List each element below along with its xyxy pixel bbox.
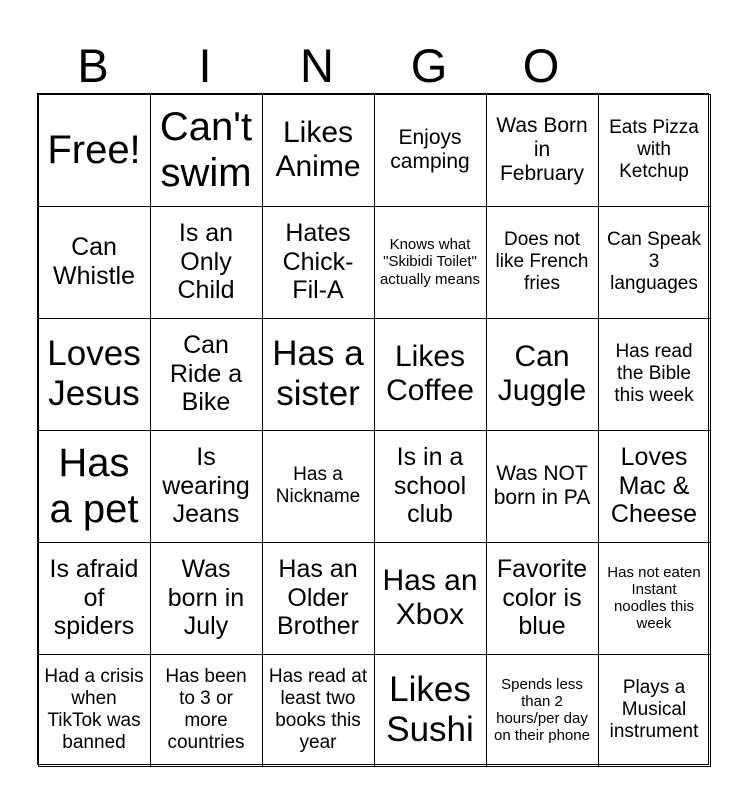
bingo-cell[interactable] (38, 654, 151, 767)
bingo-cell[interactable] (374, 542, 487, 655)
cell-text: Was born in July (167, 554, 245, 641)
bingo-cell[interactable] (486, 542, 599, 655)
bingo-cell[interactable] (598, 430, 711, 543)
cell-text: Can Ride a Bike (169, 330, 243, 417)
bingo-cell[interactable] (374, 318, 487, 431)
cell-text: Can't swim (159, 105, 253, 195)
bingo-cell[interactable] (486, 94, 599, 207)
cell-text: Is afraid of spiders (49, 554, 139, 641)
bingo-cell[interactable] (486, 318, 599, 431)
cell-text: Enjoys camping (390, 125, 470, 173)
bingo-cell[interactable] (374, 94, 487, 207)
cell-text: Has been to 3 or more countries (165, 666, 247, 753)
cell-text: Can Juggle (497, 339, 587, 407)
cell-text: Has a pet (49, 441, 139, 531)
cell-text: Can Whistle (53, 233, 135, 290)
cell-text: Was NOT born in PA (493, 461, 591, 509)
cell-text: Loves Jesus (47, 333, 141, 413)
cell-text: Had a crisis when TikTok was banned (44, 666, 144, 753)
header-letter-n: N (300, 39, 334, 92)
bingo-cell[interactable] (38, 430, 151, 543)
cell-text: Loves Mac & Cheese (610, 442, 698, 529)
header-letter-i: I (198, 39, 212, 92)
bingo-cell[interactable] (598, 94, 711, 207)
bingo-cell[interactable] (150, 318, 263, 431)
bingo-cell[interactable] (262, 654, 375, 767)
bingo-cell[interactable] (374, 654, 487, 767)
header-letter-b: B (77, 39, 109, 92)
bingo-cell[interactable] (374, 206, 487, 319)
bingo-cell[interactable] (150, 430, 263, 543)
cell-text: Likes Sushi (386, 669, 474, 749)
bingo-cell[interactable] (262, 318, 375, 431)
bingo-cell[interactable] (262, 94, 375, 207)
bingo-cell[interactable] (598, 542, 711, 655)
bingo-cell[interactable] (38, 94, 151, 207)
bingo-cell[interactable] (38, 318, 151, 431)
cell-text: Favorite color is blue (496, 554, 588, 641)
bingo-cell[interactable] (262, 430, 375, 543)
cell-text: Eats Pizza with Ketchup (609, 117, 699, 182)
bingo-cell[interactable] (374, 430, 487, 543)
bingo-cell[interactable] (598, 654, 711, 767)
bingo-cell[interactable] (38, 206, 151, 319)
cell-text: Has an Older Brother (277, 554, 359, 641)
bingo-cell[interactable] (150, 654, 263, 767)
bingo-cell[interactable] (486, 430, 599, 543)
bingo-header (37, 38, 709, 94)
cell-text: Is wearing Jeans (162, 442, 250, 529)
cell-text: Is an Only Child (177, 218, 235, 305)
bingo-cell[interactable] (150, 206, 263, 319)
bingo-cell[interactable] (262, 206, 375, 319)
header-letter-g: G (410, 39, 448, 92)
cell-text: Was Born in February (496, 113, 588, 186)
cell-text: Has read the Bible this week (614, 341, 694, 406)
bingo-card-grid (37, 93, 709, 765)
cell-text: Is in a school club (393, 442, 467, 529)
cell-text: Plays a Musical instrument (609, 677, 699, 742)
cell-text: Has an Xbox (382, 563, 478, 631)
cell-text: Has a sister (272, 333, 364, 413)
bingo-cell[interactable] (598, 206, 711, 319)
cell-text: Hates Chick-Fil-A (282, 218, 354, 305)
bingo-cell[interactable] (150, 94, 263, 207)
bingo-cell[interactable] (262, 542, 375, 655)
bingo-cell[interactable] (486, 654, 599, 767)
cell-text: Can Speak 3 languages (606, 229, 701, 294)
cell-text: Likes Anime (275, 115, 361, 183)
bingo-cell[interactable] (486, 206, 599, 319)
cell-text: Has not eaten Instant noodles this week (607, 563, 701, 633)
cell-text: Likes Coffee (386, 339, 474, 407)
header-letter-o: O (522, 39, 560, 92)
bingo-cell[interactable] (598, 318, 711, 431)
cell-text: Free! (47, 128, 141, 172)
cell-text: Has read at least two books this year (268, 666, 368, 753)
cell-text: Does not like French fries (495, 229, 589, 294)
bingo-cell[interactable] (38, 542, 151, 655)
bingo-cell[interactable] (150, 542, 263, 655)
cell-text: Has a Nickname (275, 464, 361, 507)
cell-text: Knows what "Skibidi Toilet" actually means (379, 236, 481, 288)
cell-text: Spends less than 2 hours/per day on their phone (494, 675, 590, 745)
